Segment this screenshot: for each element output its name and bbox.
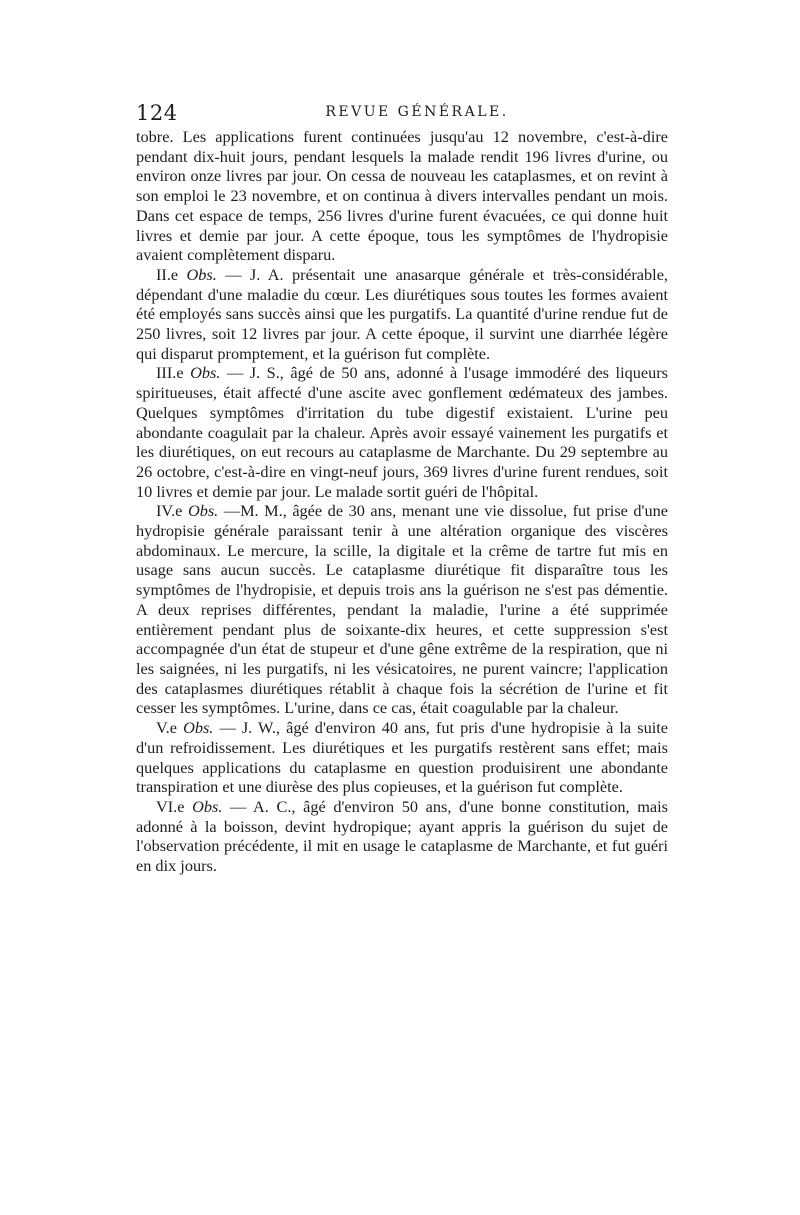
observation-number: VI.e — [156, 796, 185, 816]
paragraph-text: tobre. Les applications furent continuées jusqu'au 12 novembre, c'est-à-dire pendant dix-huit jours, pendant lesquels la malade rendit 196 livres d'urine, ou environ onze livres par jour. On cessa de nouveau les cataplasmes, et on revint à son emploi le 23 novembre, et on continua à divers intervalles pendant un mois. Dans cet espace de temps, 256 livres d'urine furent évacuées, ce qui donne huit livres et demie par jour. A cette époque, tous les symptômes de l'hydropisie avaient complètement disparu. — [136, 127, 668, 265]
observation-label: Obs. — [187, 501, 219, 521]
running-head: REVUE GÉNÉRALE. — [325, 104, 509, 120]
paragraph-intro — [136, 127, 668, 265]
observation-number: V.e — [156, 718, 177, 738]
observation-label: Obs. — [186, 264, 217, 284]
page-header — [136, 101, 668, 125]
body-text — [136, 127, 668, 876]
paragraph-text: — J. W., âgé d'environ 40 ans, fut pris d'une hydropisie à la suite d'un refroidissement. Les diurétiques et les purgatifs restèrent sans effet; mais quelques applications du cataplasme en question produisirent une abondante transpiration et une diurèse des plus copieuses, et la guérison fut complète. — [136, 718, 668, 797]
paragraph-text: — J. A. présentait une anasarque générale et très-considérable, dépendant d'une maladie du cœur. Les diurétiques sous toutes les formes avaient été employés sans succès ainsi que les purgatifs. La quantité d'urine rendue fut de 250 livres, soit 12 livres par jour. A cette époque, il survint une diarrhée légère qui disparut promptement, et la guérison fut complète. — [136, 264, 668, 363]
paragraph-text: — J. S., âgé de 50 ans, adonné à l'usage immodéré des liqueurs spiritueuses, était affecté d'une ascite avec gonflement œdémateux des jambes. Quelques symptômes d'irritation du tube digestif existaient. L'urine peu abondante coagulait par la chaleur. Après avoir essayé vainement les purgatifs et les diurétiques, on eut recours au cataplasme de Marchante. Du 29 septembre au 26 octobre, c'est-à-dire en vingt-neuf jours, 369 livres d'urine furent rendues, soit 10 livres et demie par jour. Le malade sortit guéri de l'hôpital. — [136, 363, 668, 501]
observation-number: III.e — [156, 363, 184, 383]
observation-5 — [136, 718, 668, 797]
observation-label: Obs. — [192, 796, 223, 816]
observation-6 — [136, 797, 668, 876]
observation-label: Obs. — [190, 363, 221, 383]
observation-number: IV.e — [156, 501, 183, 521]
observation-label: Obs. — [183, 718, 214, 738]
paragraph-text: — A. C., âgé d'environ 50 ans, d'une bonne constitution, mais adonné à la boisson, devint hydropique; ayant appris la guérison du sujet de l'observation précédente, il mit en usage le cataplasme de Marchante, et fut guéri en dix jours. — [136, 796, 668, 876]
paragraph-text: —M. M., âgée de 30 ans, menant une vie dissolue, fut prise d'une hydropisie générale paraissant tenir à une altération organique des viscères abdominaux. Le mercure, la scille, la digitale et la crême de tartre fut mis en usage sans aucun succès. Le cataplasme diurétique fit disparaître tous les symptômes de l'hydropisie, et depuis trois ans la guérison ne s'est pas démentie. A deux reprises différentes, pendant la maladie, l'urine a été supprimée entièrement pendant plus de soixante-dix heures, et cette suppression s'est accompagnée d'un état de stupeur et d'une gêne extrême de la respiration, que ni les saignées, ni les purgatifs, ni les vésicatoires, ne purent vaincre; l'application des cataplasmes diurétiques rétablit à chaque fois la sécrétion de l'urine et fit cesser les symptômes. L'urine, dans ce cas, était coagulable par la chaleur. — [136, 501, 668, 718]
page-number: 124 — [136, 101, 178, 125]
observation-2 — [136, 265, 668, 364]
observation-number: II.e — [156, 264, 179, 284]
observation-3 — [136, 363, 668, 501]
observation-4 — [136, 501, 668, 718]
